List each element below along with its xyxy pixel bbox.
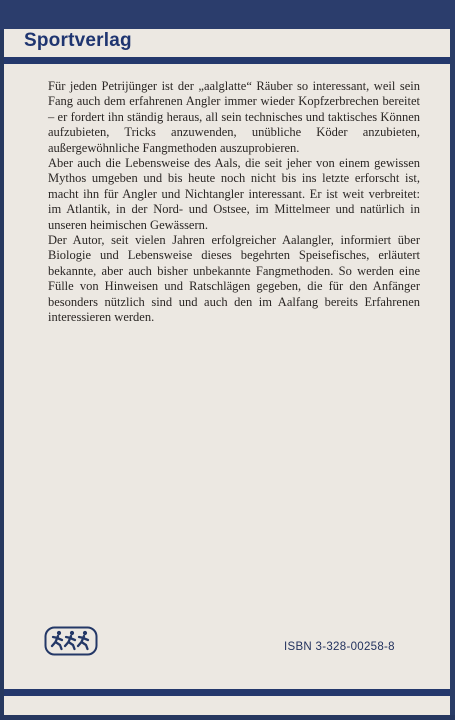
isbn-number: ISBN 3-328-00258-8	[284, 641, 395, 653]
publisher-name: Sportverlag	[24, 30, 132, 51]
blurb-paragraph-2: Aber auch die Lebensweise des Aals, die seit jeher von einem gewissen Mythos umgeben und bis heute noch nicht bis ins letzte erforscht ist, macht ihn für Angler und Nichtangler interessant. Er ist weit verbreitet: im Atlantik, in der Nord- und Ostsee, im Mittelmeer und natürlich in unseren heimischen Gewässern.	[48, 156, 420, 232]
bottom-divider-stripe	[4, 689, 450, 696]
left-cover-edge	[0, 30, 4, 720]
right-cover-edge	[450, 30, 455, 720]
top-divider-stripe	[4, 57, 450, 64]
top-cover-band	[0, 0, 455, 30]
blurb-paragraph-1: Für jeden Petrijünger ist der „aalglatte“ Räuber so interessant, weil sein Fang auch dem erfahrenen Angler immer wieder Kopfzerbrechen bereitet – er fordert ihn ständig heraus, all sein technisches und taktisches Können aufzubieten, Tricks anzuwenden, unübliche Köder anzubieten, außergewöhnliche Fangmethoden auszuprobieren.	[48, 79, 420, 155]
sportverlag-logo-icon	[44, 626, 98, 656]
blurb-paragraph-3: Der Autor, seit vielen Jahren erfolgreicher Aalangler, informiert über Biologie und Lebensweise dieses begehrten Speisefisches, erläutert bekannte, aber auch bisher unbekannte Fangmethoden. So werden eine Fülle von Hinweisen und Ratschlägen gegeben, die für den Anfänger besonders nützlich sind und auch den im Aalfang bereits Erfahrenen interessieren werden.	[48, 233, 420, 325]
runner-figure-1	[52, 631, 62, 649]
runner-figure-3	[78, 631, 88, 649]
bottom-cover-edge	[0, 715, 455, 720]
blurb-text	[48, 79, 420, 326]
runner-figure-2	[65, 631, 75, 649]
